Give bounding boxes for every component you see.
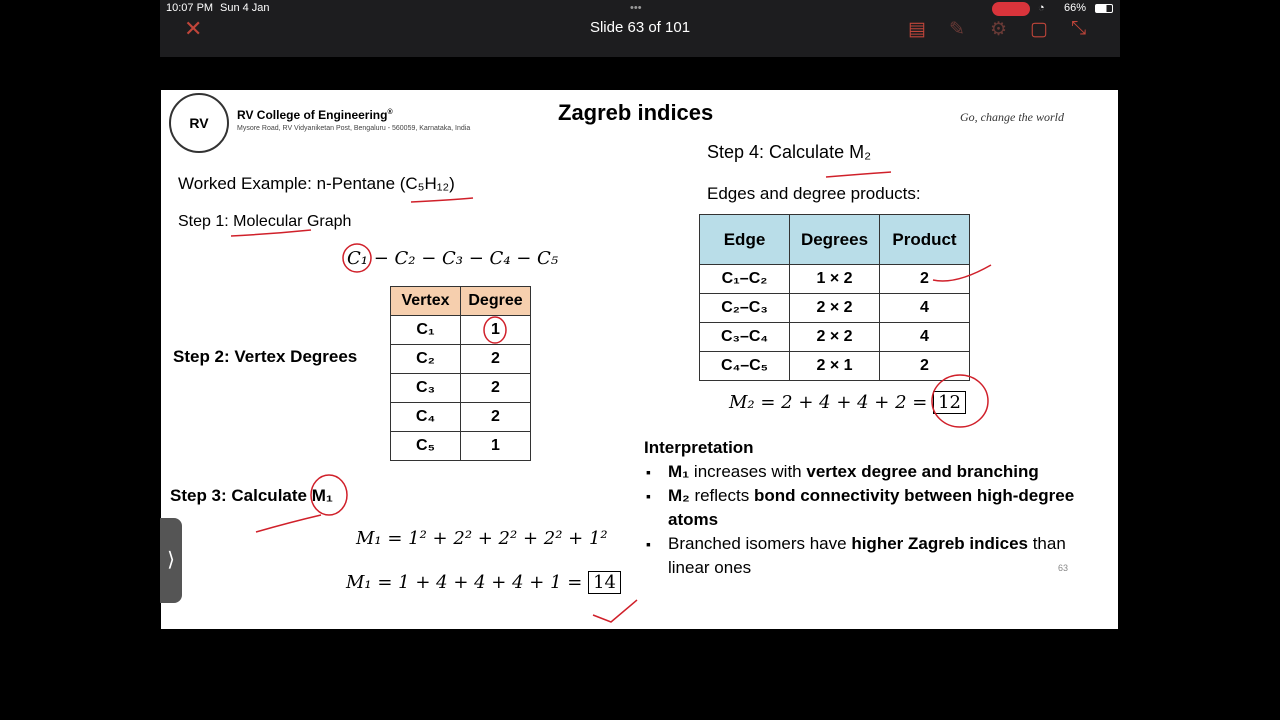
underline-stroke (231, 230, 311, 236)
college-logo: RV (169, 93, 229, 153)
tagline: Go, change the world (960, 110, 1064, 124)
m1-sum: M₁ = 1 + 4 + 4 + 4 + 1 = (346, 572, 583, 593)
side-panel-handle[interactable]: ⟩ (160, 518, 182, 603)
exit-fullscreen-icon[interactable]: ⤡ (1071, 18, 1087, 39)
circle-stroke (932, 375, 988, 427)
page-number: 63 (1058, 563, 1069, 573)
list-item: ▪ Branched isomers have higher Zagreb indices than linear ones (644, 532, 1109, 580)
presentation-toolbar (160, 0, 1120, 57)
wifi-icon: ◔ (1038, 2, 1045, 14)
slide (161, 90, 1118, 629)
m1-equation: M₁ = 1² + 2² + 2² + 2² + 1² (356, 528, 608, 549)
step1-heading: Step 1: Molecular Graph (178, 213, 352, 230)
col-header: Product (880, 215, 970, 265)
step3-heading: Step 3: Calculate M₁ (170, 486, 333, 505)
col-header: Degree (461, 287, 531, 316)
cell: C₁–C₂ (700, 265, 790, 294)
cell: 2 (461, 403, 531, 432)
cell: 1 (461, 316, 531, 345)
list-item: ▪ M₁ increases with vertex degree and branching (644, 460, 1109, 484)
slide-counter: Slide 63 of 101 (589, 19, 691, 36)
cell: 1 (461, 432, 531, 461)
edges-label: Edges and degree products: (707, 184, 921, 203)
circle-stroke (484, 317, 506, 343)
college-address: Mysore Road, RV Vidyaniketan Post, Bengaluru - 560059, Karnataka, India (237, 125, 471, 132)
cell: 4 (880, 294, 970, 323)
cell: C₄ (391, 403, 461, 432)
cell: C₃ (391, 374, 461, 403)
check-stroke (933, 265, 991, 281)
step4-heading: Step 4: Calculate M₂ (707, 142, 872, 162)
slides-icon[interactable]: ▢ (1030, 19, 1048, 40)
cell: 2 (461, 374, 531, 403)
cell: 2 (880, 265, 970, 294)
col-header: Vertex (391, 287, 461, 316)
cell: 2 × 2 (790, 294, 880, 323)
col-header: Edge (700, 215, 790, 265)
m2-sum: M₂ = 2 + 4 + 4 + 2 = (729, 392, 928, 413)
registered-mark: ® (387, 109, 393, 116)
cell: 2 × 1 (790, 352, 880, 381)
underline-stroke (826, 172, 891, 177)
list-item: ▪ M₂ reflects bond connectivity between high-degree atoms (644, 484, 1109, 532)
pen-icon[interactable]: ✎ (949, 19, 965, 40)
molecular-graph: C₁ − C₂ − C₃ − C₄ − C₅ (347, 248, 559, 269)
cell: C₄–C₅ (700, 352, 790, 381)
cell: 1 × 2 (790, 265, 880, 294)
step2-heading: Step 2: Vertex Degrees (173, 347, 358, 366)
interpretation-heading: Interpretation (644, 438, 754, 457)
m1-result: 14 (588, 571, 621, 594)
underline-stroke (256, 515, 321, 532)
circle-stroke (343, 244, 371, 272)
slide-title: Zagreb indices (558, 100, 714, 125)
comment-icon[interactable]: ▤ (908, 19, 926, 40)
status-time: 10:07 PM (166, 2, 214, 14)
status-date: Sun 4 Jan (220, 2, 270, 14)
recording-indicator[interactable] (992, 2, 1030, 16)
check-stroke (593, 600, 637, 622)
cell: 2 (880, 352, 970, 381)
battery-icon (1095, 4, 1113, 13)
handwritten-annotations (161, 90, 1118, 629)
multitask-dots[interactable]: ••• (630, 2, 642, 14)
college-name: RV College of Engineering (237, 108, 388, 122)
cell: 2 × 2 (790, 323, 880, 352)
cell: 2 (461, 345, 531, 374)
m2-result: 12 (933, 391, 966, 414)
cell: C₂–C₃ (700, 294, 790, 323)
circle-stroke (311, 475, 347, 515)
cell: C₂ (391, 345, 461, 374)
col-header: Degrees (790, 215, 880, 265)
pen-settings-icon[interactable]: ⚙ (990, 19, 1008, 40)
battery-level: 66% (1064, 2, 1087, 14)
cell: 4 (880, 323, 970, 352)
underline-stroke (411, 198, 473, 202)
cell: C₁ (391, 316, 461, 345)
cell: C₃–C₄ (700, 323, 790, 352)
cell: C₅ (391, 432, 461, 461)
worked-example-heading: Worked Example: n-Pentane (C₅H₁₂) (178, 174, 455, 193)
close-icon[interactable]: ✕ (184, 16, 203, 41)
